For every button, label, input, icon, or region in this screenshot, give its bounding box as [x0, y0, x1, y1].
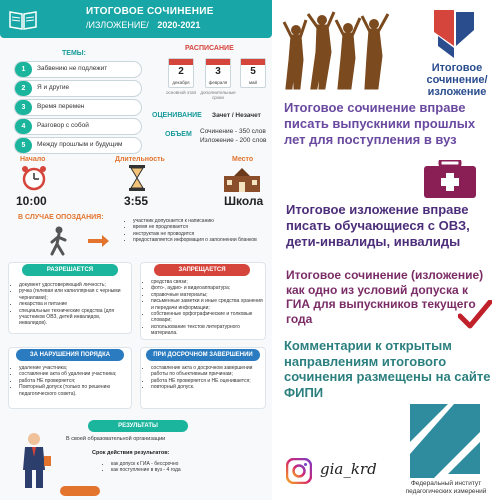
duration-label: Длительность: [115, 156, 165, 163]
forbidden-list: [144, 279, 264, 337]
school-building-icon: [222, 166, 262, 192]
arrow-right-icon: [88, 234, 110, 248]
violation-title: ЗА НАРУШЕНИЯ ПОРЯДКА: [16, 349, 124, 361]
theme-label: Забвению не подлежит: [37, 65, 108, 72]
theme-label: Я и другие: [37, 84, 70, 91]
infographic-title: ИТОГОВОЕ СОЧИНЕНИЕ: [86, 6, 214, 17]
allowed-item: • ручка (гелевая или капиллярная с черными чернилами);: [19, 288, 128, 301]
logo-line-3: изложение: [427, 86, 487, 98]
volume-label: ОБЪЕМ: [165, 131, 192, 138]
walking-person-icon: [48, 226, 70, 258]
celebrating-students-image: [282, 8, 394, 92]
volume-essay: Сочинение - 350 слов: [200, 128, 266, 135]
theme-label: Между прошлым и будущим: [37, 141, 123, 148]
schedule-date-month: февраля: [208, 80, 228, 85]
fipi-logo-icon: [404, 398, 486, 478]
theme-item: [14, 61, 142, 78]
late-item: • время не продлевается: [133, 224, 266, 230]
forbidden-item: • собственные орфографические и толковые словари;: [151, 311, 264, 324]
alarm-clock-icon: [20, 165, 48, 191]
theme-number: 4: [15, 119, 32, 134]
info-text-fipi: Комментарии к открытым направлениям итогового сочинения размещены на сайте ФИПИ: [284, 338, 491, 400]
forbidden-item: • письменные заметки и иные средства хранения и передачи информации;: [151, 298, 264, 311]
theme-label: Разговор с собой: [37, 122, 89, 129]
schedule-date-day: 3: [215, 66, 221, 77]
theme-item: [14, 99, 142, 116]
early-item: • составление акта о досрочном завершении работы по объективным причинам;: [151, 365, 264, 378]
allowed-item: • документ удостоверяющий личность;: [19, 282, 128, 288]
grading-value: Зачет / Незачет: [212, 112, 261, 119]
theme-label: Время перемен: [37, 103, 85, 110]
theme-number: 5: [15, 138, 32, 153]
schedule-date-label: основной этап: [165, 90, 197, 95]
theme-number: 3: [15, 100, 32, 115]
allowed-item: • специальные технические средства (для участников ОВЗ, детей инвалидов, инвалидов).: [19, 308, 128, 327]
results-validity-item: • как допуск к ГИА - бессрочно: [111, 461, 244, 467]
start-label: Начало: [20, 156, 46, 163]
theme-number: 1: [15, 62, 32, 77]
schedule-date-month: май: [248, 80, 258, 85]
calendar-icon: [168, 58, 194, 88]
schedule-date-month: декабря: [172, 80, 190, 85]
violation-item: • удаление участника;: [19, 365, 128, 371]
businessman-icon: [16, 432, 52, 490]
schedule-title: РАСПИСАНИЕ: [185, 45, 234, 52]
grading-label: ОЦЕНИВАНИЕ: [152, 112, 202, 119]
info-text-graduates: Итоговое сочинение вправе писать выпускники прошлых лет для поступления в вуз: [284, 100, 476, 147]
calendar-icon: [205, 58, 231, 88]
checkmark-icon: [458, 300, 492, 330]
book-icon: [8, 9, 38, 31]
results-location: В своей образовательной организации: [66, 436, 166, 442]
results-title: РЕЗУЛЬТАТЫ: [88, 420, 188, 432]
theme-number: 2: [15, 81, 32, 96]
late-item: • участник допускается к написанию: [133, 218, 266, 224]
subtitle-part1: /ИЗЛОЖЕНИЕ/: [86, 20, 149, 30]
subtitle-year: 2020-2021: [157, 20, 201, 30]
results-validity-list: [104, 461, 244, 474]
brand-logo-text: [418, 62, 496, 98]
forbidden-item: • справочные материалы;: [151, 292, 264, 298]
late-item: • инструктаж не проводится: [133, 231, 266, 237]
fipi-label-line-1: Федеральный институт: [410, 480, 482, 487]
fipi-label-line-2: педагогических измерений: [405, 487, 487, 495]
allowed-title: РАЗРЕШАЕТСЯ: [22, 264, 118, 276]
allowed-list: [12, 282, 128, 327]
schedule-date-label: дополнительные сроки: [200, 90, 236, 100]
forbidden-item: • средства связи;: [151, 279, 264, 285]
volume-summary: Изложение - 200 слов: [200, 137, 267, 144]
forbidden-item: • фото-, аудио- и видеоаппаратура;: [151, 285, 264, 291]
early-item: • работа НЕ проверяется и НЕ оценивается;: [151, 378, 264, 384]
hourglass-icon: [128, 165, 146, 191]
schedule-date-day: 5: [250, 66, 256, 77]
allowed-item: • лекарства и питание: [19, 301, 128, 307]
violation-item: • работа НЕ проверяется;: [19, 378, 128, 384]
late-item: • предоставляется информация о заполнении бланков: [133, 237, 266, 243]
late-list: [126, 218, 266, 244]
calendar-icon: [240, 58, 266, 88]
decorative-blob: [60, 486, 100, 496]
fipi-label: [398, 480, 494, 495]
logo-line-1: Итоговое: [431, 62, 483, 74]
logo-line-2: сочинение/: [426, 74, 488, 86]
themes-title: ТЕМЫ:: [62, 50, 86, 57]
calendar-header: [206, 59, 230, 65]
calendar-header: [241, 59, 265, 65]
early-list: [144, 365, 264, 391]
late-title: В СЛУЧАЕ ОПОЗДАНИЯ:: [18, 214, 104, 221]
schedule-date-day: 2: [178, 66, 184, 77]
place-label: Место: [232, 156, 254, 163]
medical-briefcase-icon: [424, 160, 476, 198]
early-title: ПРИ ДОСРОЧНОМ ЗАВЕРШЕНИИ: [146, 349, 260, 361]
info-text-ovz: Итоговое изложение вправе писать обучающиеся с ОВЗ, дети-инвалиды, инвалиды: [286, 202, 470, 249]
theme-item: [14, 80, 142, 97]
theme-item: [14, 118, 142, 135]
place-value: Школа: [224, 194, 264, 208]
duration-time: 3:55: [124, 194, 149, 208]
infographic-subtitle: [86, 20, 266, 31]
forbidden-title: ЗАПРЕЩАЕТСЯ: [154, 264, 250, 276]
results-validity-title: Срок действия результатов:: [92, 450, 170, 456]
calendar-header: [169, 59, 193, 65]
brand-logo-icon: [428, 6, 480, 60]
infographic-header: [0, 0, 272, 38]
instagram-icon[interactable]: [286, 458, 312, 484]
start-time: 10:00: [16, 194, 47, 208]
violation-item: • Повторный допуск (только по решению педагогического совета).: [19, 384, 128, 397]
results-validity-item: • как поступление в вуз - 4 года: [111, 467, 244, 473]
forbidden-item: • использование текстов литературного материала.: [151, 324, 264, 337]
info-text-gia: Итоговое сочинение (изложение) как одно из условий допуска к ГИА для выпускников текущего года: [286, 268, 484, 326]
violation-item: • составление акта об удалении участника;: [19, 371, 128, 377]
early-item: • повторный допуск.: [151, 384, 264, 390]
violation-list: [12, 365, 128, 397]
theme-item: [14, 137, 142, 154]
instagram-handle[interactable]: gia_krd: [320, 460, 377, 478]
